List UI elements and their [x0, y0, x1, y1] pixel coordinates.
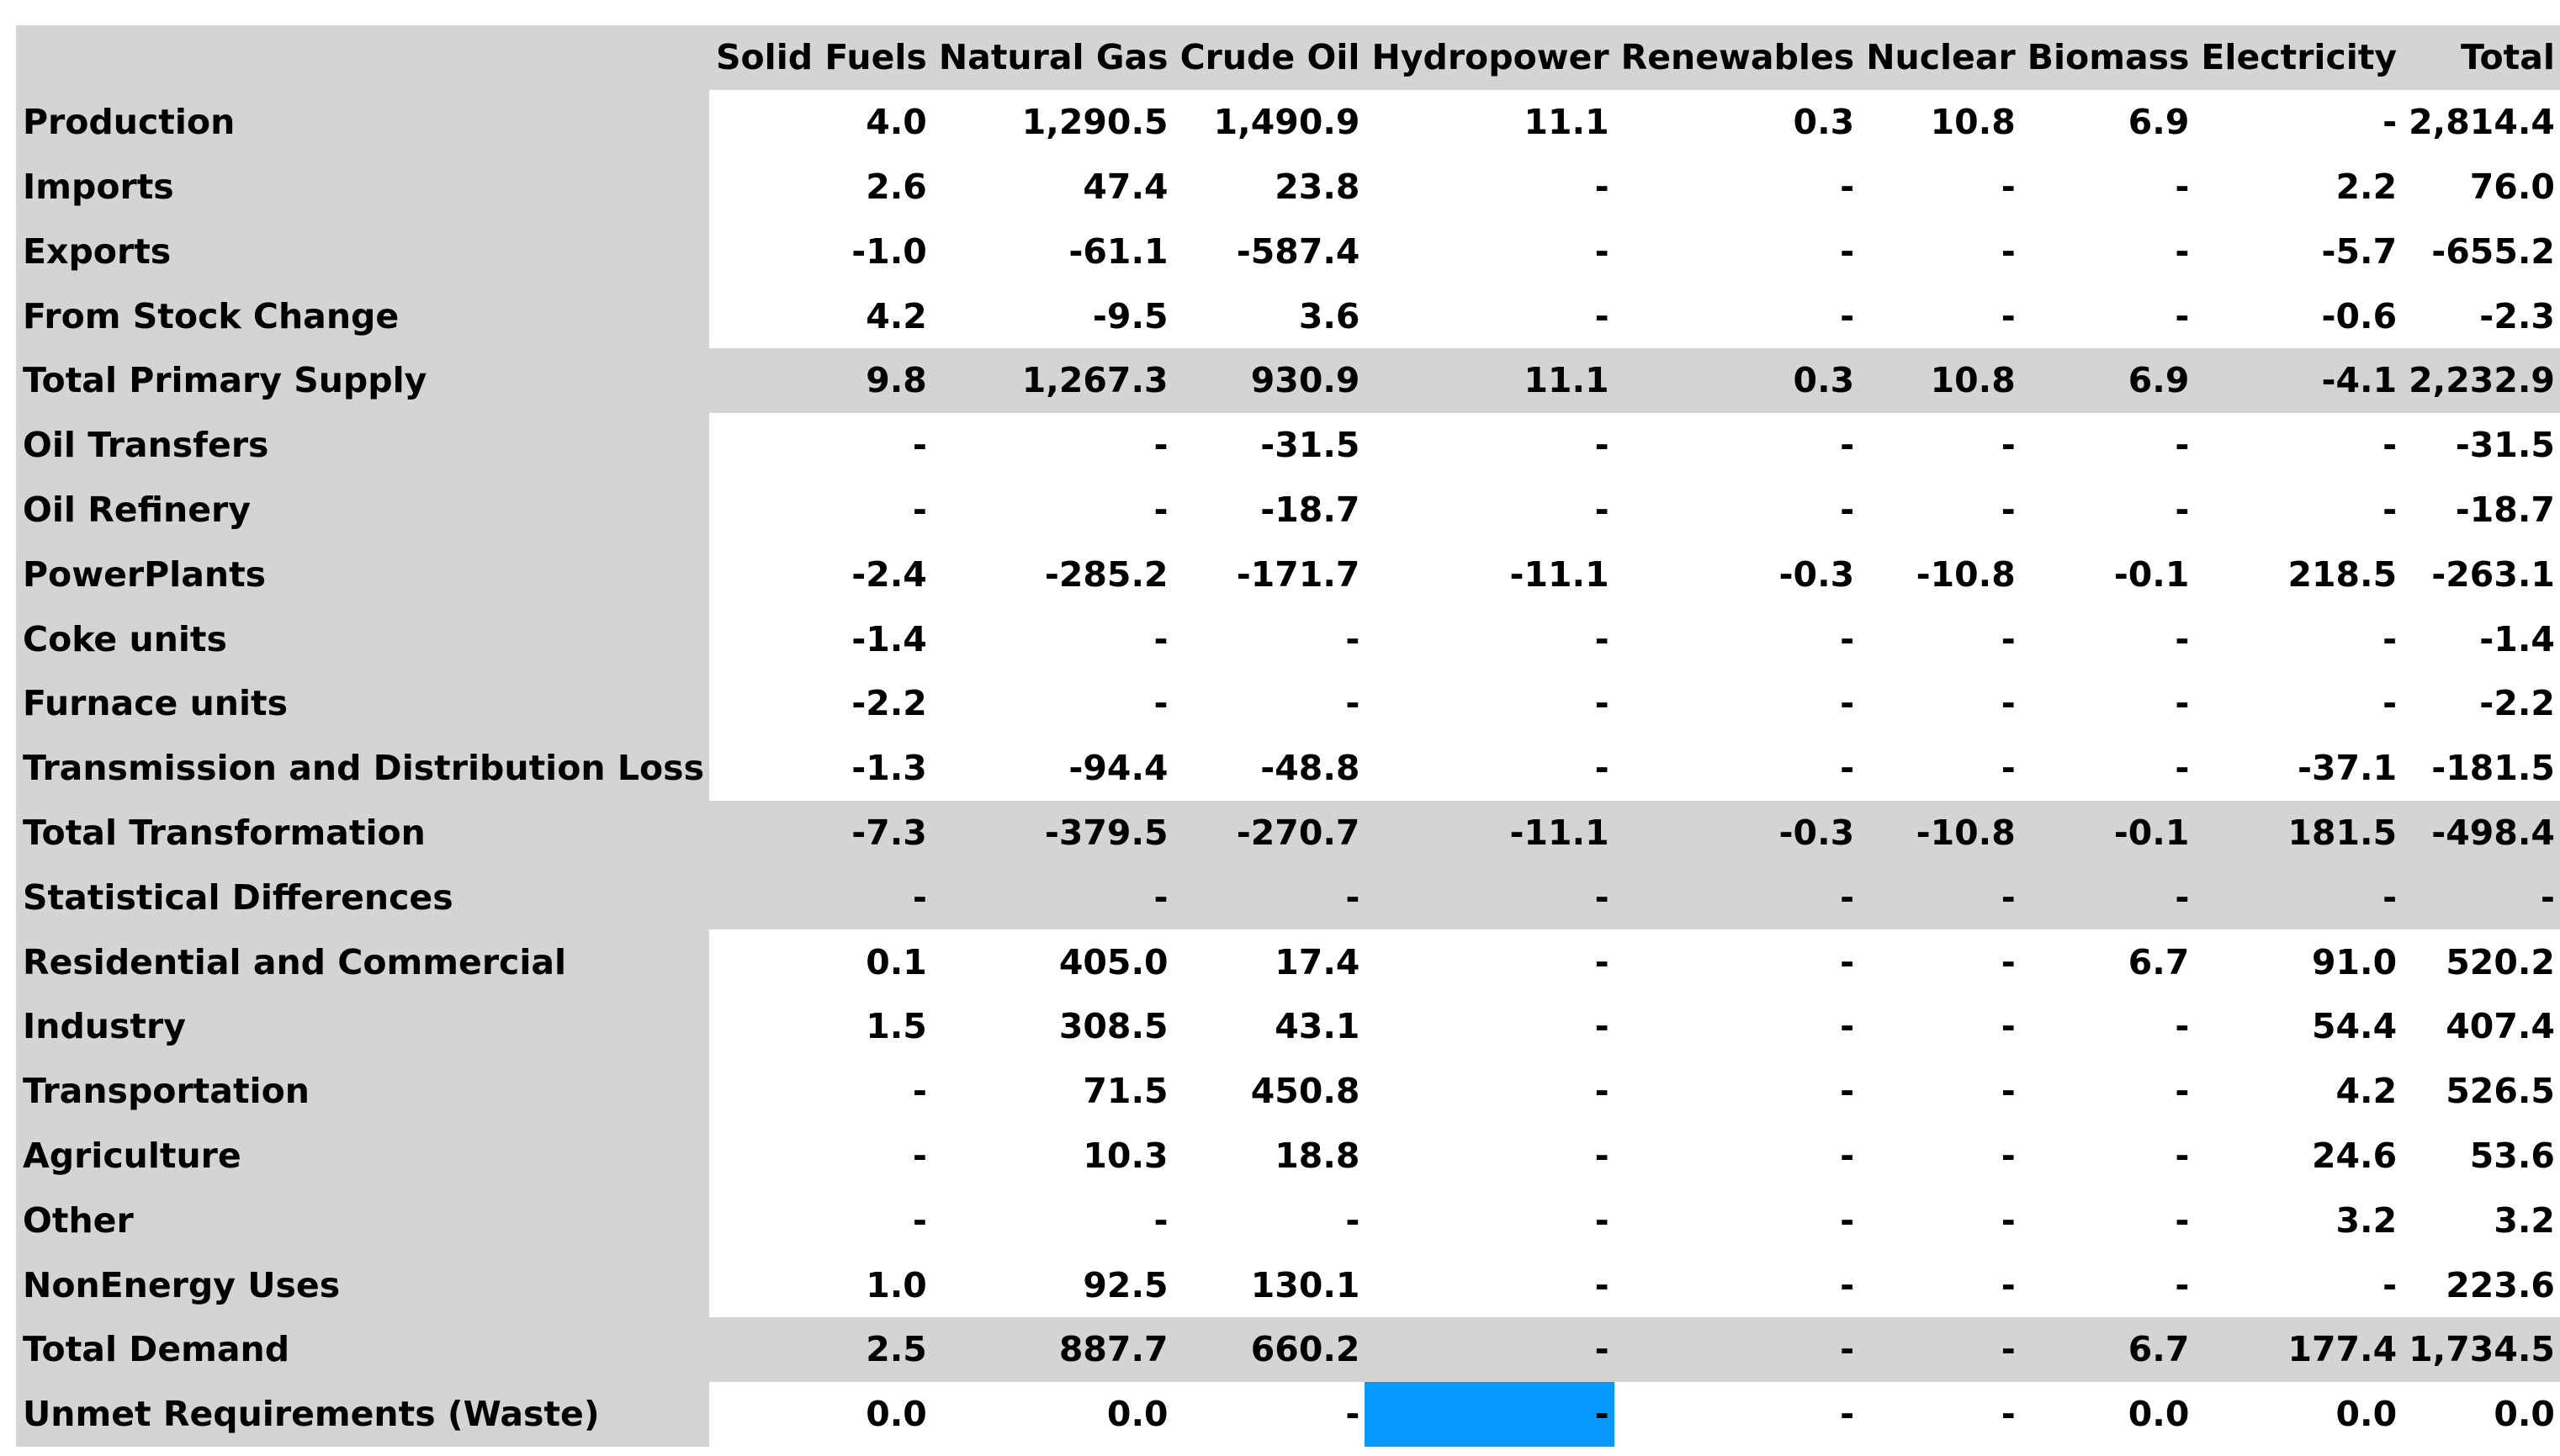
value-cell[interactable]: 0.0	[709, 1382, 932, 1447]
value-cell[interactable]: 887.7	[932, 1317, 1174, 1382]
column-header-total[interactable]: Total	[2402, 25, 2560, 90]
value-cell[interactable]: 450.8	[1174, 1059, 1365, 1124]
row-label-cell[interactable]: Residential and Commercial	[16, 929, 709, 994]
table-row	[16, 1188, 2560, 1252]
value-cell[interactable]: 9.8	[709, 348, 932, 413]
value-cell[interactable]: -	[2194, 90, 2402, 155]
value-cell[interactable]: -	[2021, 606, 2195, 671]
value-cell[interactable]: -10.8	[1859, 801, 2021, 866]
value-cell[interactable]: -	[1859, 1188, 2021, 1252]
value-cell[interactable]: -	[1614, 671, 1860, 736]
value-cell[interactable]: 6.7	[2021, 1317, 2195, 1382]
value-cell[interactable]: -	[1614, 1252, 1860, 1317]
value-cell[interactable]: 181.5	[2194, 801, 2402, 866]
value-cell[interactable]: -4.1	[2194, 348, 2402, 413]
value-cell[interactable]: 6.7	[2021, 929, 2195, 994]
value-cell[interactable]: -	[709, 865, 932, 929]
value-cell[interactable]: -	[1614, 1124, 1860, 1189]
value-cell[interactable]: -	[2021, 736, 2195, 801]
row-label-cell[interactable]: Coke units	[16, 606, 709, 671]
value-cell[interactable]: -	[1365, 155, 1614, 220]
value-cell[interactable]: -0.3	[1614, 801, 1860, 866]
value-cell[interactable]: -	[1859, 671, 2021, 736]
table-row	[16, 929, 2560, 994]
value-cell[interactable]: 92.5	[932, 1252, 1174, 1317]
value-cell[interactable]: -	[709, 1188, 932, 1252]
value-cell[interactable]: -	[709, 1059, 932, 1124]
row-label-cell[interactable]: Production	[16, 90, 709, 155]
value-cell[interactable]: -587.4	[1174, 219, 1365, 283]
table-row	[16, 542, 2560, 606]
table-row	[16, 283, 2560, 348]
value-cell[interactable]: -0.6	[2194, 283, 2402, 348]
value-cell[interactable]: -61.1	[932, 219, 1174, 283]
table-row	[16, 736, 2560, 801]
value-cell[interactable]: -	[1859, 478, 2021, 543]
value-cell[interactable]: -	[1859, 994, 2021, 1059]
value-cell[interactable]: -	[1174, 865, 1365, 929]
value-cell[interactable]: -	[1859, 929, 2021, 994]
value-cell[interactable]: -	[932, 671, 1174, 736]
value-cell[interactable]: -	[2021, 865, 2195, 929]
row-label-cell[interactable]: Oil Transfers	[16, 413, 709, 478]
value-cell[interactable]: -31.5	[2402, 413, 2560, 478]
value-cell[interactable]: -	[1614, 994, 1860, 1059]
value-cell[interactable]: -270.7	[1174, 801, 1365, 866]
row-label-cell[interactable]: Oil Refinery	[16, 478, 709, 543]
value-cell[interactable]: -	[932, 478, 1174, 543]
value-cell[interactable]: 2,232.9	[2402, 348, 2560, 413]
value-cell[interactable]: -	[1859, 1252, 2021, 1317]
table-row	[16, 348, 2560, 413]
value-cell[interactable]: 91.0	[2194, 929, 2402, 994]
value-cell[interactable]: -	[1365, 736, 1614, 801]
value-cell[interactable]: -655.2	[2402, 219, 2560, 283]
row-label-cell[interactable]: Statistical Differences	[16, 865, 709, 929]
value-cell[interactable]: 218.5	[2194, 542, 2402, 606]
selected-cell[interactable]: -	[1365, 1382, 1614, 1447]
value-cell[interactable]: -	[1365, 1059, 1614, 1124]
value-cell[interactable]: -171.7	[1174, 542, 1365, 606]
value-cell[interactable]: 405.0	[932, 929, 1174, 994]
value-cell[interactable]: -	[1174, 1188, 1365, 1252]
value-cell[interactable]: -	[1614, 929, 1860, 994]
value-cell[interactable]: -	[1365, 1252, 1614, 1317]
value-cell[interactable]: -	[1365, 1188, 1614, 1252]
value-cell[interactable]: 11.1	[1365, 90, 1614, 155]
value-cell[interactable]: 10.8	[1859, 90, 2021, 155]
value-cell[interactable]: -11.1	[1365, 801, 1614, 866]
row-label-cell[interactable]: Industry	[16, 994, 709, 1059]
value-cell[interactable]: 0.3	[1614, 348, 1860, 413]
table-row	[16, 1252, 2560, 1317]
value-cell[interactable]: -	[932, 1188, 1174, 1252]
value-cell[interactable]: -181.5	[2402, 736, 2560, 801]
value-cell[interactable]: 4.2	[2194, 1059, 2402, 1124]
row-label-cell[interactable]: Other	[16, 1188, 709, 1252]
value-cell[interactable]: -	[2194, 606, 2402, 671]
value-cell[interactable]: 0.0	[2194, 1382, 2402, 1447]
row-label-cell[interactable]: Transportation	[16, 1059, 709, 1124]
value-cell[interactable]: -	[1365, 413, 1614, 478]
header-corner-cell	[16, 25, 709, 90]
value-cell[interactable]: 1,267.3	[932, 348, 1174, 413]
row-label-cell[interactable]: Imports	[16, 155, 709, 220]
value-cell[interactable]: 2.6	[709, 155, 932, 220]
value-cell[interactable]: 0.0	[932, 1382, 1174, 1447]
column-header-crude-oil[interactable]: Crude Oil	[1174, 25, 1365, 90]
row-label-cell[interactable]: Furnace units	[16, 671, 709, 736]
row-label-cell[interactable]: Total Primary Supply	[16, 348, 709, 413]
value-cell[interactable]: -	[1614, 865, 1860, 929]
value-cell[interactable]: -	[1614, 606, 1860, 671]
value-cell[interactable]: -0.1	[2021, 801, 2195, 866]
value-cell[interactable]: 54.4	[2194, 994, 2402, 1059]
table-row	[16, 994, 2560, 1059]
value-cell[interactable]: -0.1	[2021, 542, 2195, 606]
value-cell[interactable]: 526.5	[2402, 1059, 2560, 1124]
value-cell[interactable]: -	[2021, 1252, 2195, 1317]
column-header-solid-fuels[interactable]: Solid Fuels	[709, 25, 932, 90]
value-cell[interactable]: -	[1365, 1317, 1614, 1382]
value-cell[interactable]: 1.0	[709, 1252, 932, 1317]
energy-balance-table	[16, 25, 2560, 1447]
value-cell[interactable]: -498.4	[2402, 801, 2560, 866]
value-cell[interactable]: 4.2	[709, 283, 932, 348]
value-cell[interactable]: -	[2194, 1252, 2402, 1317]
value-cell[interactable]: -94.4	[932, 736, 1174, 801]
value-cell[interactable]: 1,290.5	[932, 90, 1174, 155]
value-cell[interactable]: 6.9	[2021, 348, 2195, 413]
value-cell[interactable]: -	[2021, 1188, 2195, 1252]
value-cell[interactable]: -	[1614, 1317, 1860, 1382]
row-label-cell[interactable]: Exports	[16, 219, 709, 283]
value-cell[interactable]: -	[1365, 865, 1614, 929]
value-cell[interactable]: -11.1	[1365, 542, 1614, 606]
value-cell[interactable]: 3.6	[1174, 283, 1365, 348]
row-label-cell[interactable]: NonEnergy Uses	[16, 1252, 709, 1317]
value-cell[interactable]: 2.5	[709, 1317, 932, 1382]
table-row	[16, 1124, 2560, 1189]
row-label-cell[interactable]: Total Demand	[16, 1317, 709, 1382]
value-cell[interactable]: 53.6	[2402, 1124, 2560, 1189]
value-cell[interactable]: -10.8	[1859, 542, 2021, 606]
row-label-cell[interactable]: PowerPlants	[16, 542, 709, 606]
value-cell[interactable]: -	[1614, 219, 1860, 283]
table-row	[16, 478, 2560, 543]
value-cell[interactable]: -0.3	[1614, 542, 1860, 606]
value-cell[interactable]: -	[2021, 413, 2195, 478]
value-cell[interactable]: 11.1	[1365, 348, 1614, 413]
column-header-renewables[interactable]: Renewables	[1614, 25, 1860, 90]
value-cell[interactable]: -	[1859, 1317, 2021, 1382]
value-cell[interactable]: -	[1614, 1382, 1860, 1447]
value-cell[interactable]: 3.2	[2194, 1188, 2402, 1252]
table-row	[16, 219, 2560, 283]
value-cell[interactable]: -	[1365, 219, 1614, 283]
table-row	[16, 865, 2560, 929]
value-cell[interactable]: -9.5	[932, 283, 1174, 348]
value-cell[interactable]: -	[1859, 1059, 2021, 1124]
value-cell[interactable]: -	[1614, 1188, 1860, 1252]
value-cell[interactable]: -	[709, 413, 932, 478]
value-cell[interactable]: -	[709, 1124, 932, 1189]
value-cell[interactable]: -	[932, 865, 1174, 929]
value-cell[interactable]: -	[1614, 478, 1860, 543]
value-cell[interactable]: -	[1614, 413, 1860, 478]
value-cell[interactable]: 520.2	[2402, 929, 2560, 994]
column-header-natural-gas[interactable]: Natural Gas	[932, 25, 1174, 90]
value-cell[interactable]: -1.4	[2402, 606, 2560, 671]
value-cell[interactable]: 930.9	[1174, 348, 1365, 413]
value-cell[interactable]: 660.2	[1174, 1317, 1365, 1382]
value-cell[interactable]: -	[1174, 671, 1365, 736]
column-header-electricity[interactable]: Electricity	[2194, 25, 2402, 90]
table-row	[16, 801, 2560, 866]
value-cell[interactable]: 23.8	[1174, 155, 1365, 220]
value-cell[interactable]: -	[2021, 219, 2195, 283]
value-cell[interactable]: -	[1614, 155, 1860, 220]
value-cell[interactable]: -2.2	[2402, 671, 2560, 736]
value-cell[interactable]: 130.1	[1174, 1252, 1365, 1317]
value-cell[interactable]: 177.4	[2194, 1317, 2402, 1382]
value-cell[interactable]: 2.2	[2194, 155, 2402, 220]
value-cell[interactable]: -	[2021, 283, 2195, 348]
value-cell[interactable]: -7.3	[709, 801, 932, 866]
table-row	[16, 1317, 2560, 1382]
value-cell[interactable]: 17.4	[1174, 929, 1365, 994]
value-cell[interactable]: 0.0	[2021, 1382, 2195, 1447]
table-row	[16, 606, 2560, 671]
value-cell[interactable]: -	[1614, 736, 1860, 801]
value-cell[interactable]: -	[2402, 865, 2560, 929]
value-cell[interactable]: -1.4	[709, 606, 932, 671]
value-cell[interactable]: 407.4	[2402, 994, 2560, 1059]
column-header-biomass[interactable]: Biomass	[2021, 25, 2195, 90]
value-cell[interactable]: 1,490.9	[1174, 90, 1365, 155]
value-cell[interactable]: -	[2021, 1059, 2195, 1124]
column-header-nuclear[interactable]: Nuclear	[1859, 25, 2021, 90]
value-cell[interactable]: 18.8	[1174, 1124, 1365, 1189]
value-cell[interactable]: -	[1365, 929, 1614, 994]
value-cell[interactable]: -18.7	[1174, 478, 1365, 543]
value-cell[interactable]: -	[2021, 478, 2195, 543]
value-cell[interactable]: -	[1614, 1059, 1860, 1124]
table-row	[16, 671, 2560, 736]
value-cell[interactable]: -263.1	[2402, 542, 2560, 606]
value-cell[interactable]: -	[2194, 478, 2402, 543]
table-row	[16, 1382, 2560, 1447]
value-cell[interactable]: -	[2021, 155, 2195, 220]
value-cell[interactable]: 308.5	[932, 994, 1174, 1059]
value-cell[interactable]: -	[2021, 671, 2195, 736]
value-cell[interactable]: -	[2194, 413, 2402, 478]
value-cell[interactable]: -	[1365, 994, 1614, 1059]
value-cell[interactable]: -	[1614, 283, 1860, 348]
value-cell[interactable]: 0.3	[1614, 90, 1860, 155]
value-cell[interactable]: 3.2	[2402, 1188, 2560, 1252]
value-cell[interactable]: -	[1859, 606, 2021, 671]
table-row	[16, 413, 2560, 478]
value-cell[interactable]: -	[1859, 155, 2021, 220]
value-cell[interactable]: -	[2194, 671, 2402, 736]
value-cell[interactable]: -	[1859, 1382, 2021, 1447]
value-cell[interactable]: -	[2021, 1124, 2195, 1189]
value-cell[interactable]: 71.5	[932, 1059, 1174, 1124]
value-cell[interactable]: 4.0	[709, 90, 932, 155]
value-cell[interactable]: -	[1859, 413, 2021, 478]
row-label-cell[interactable]: Agriculture	[16, 1124, 709, 1189]
value-cell[interactable]: -2.2	[709, 671, 932, 736]
value-cell[interactable]: -	[1859, 865, 2021, 929]
value-cell[interactable]: -	[1174, 1382, 1365, 1447]
value-cell[interactable]: 6.9	[2021, 90, 2195, 155]
value-cell[interactable]: -	[2021, 994, 2195, 1059]
row-label-cell[interactable]: Unmet Requirements (Waste)	[16, 1382, 709, 1447]
value-cell[interactable]: -2.3	[2402, 283, 2560, 348]
header-row	[16, 25, 2560, 90]
value-cell[interactable]: -379.5	[932, 801, 1174, 866]
value-cell[interactable]: -	[1365, 478, 1614, 543]
value-cell[interactable]: -	[1365, 283, 1614, 348]
value-cell[interactable]: -	[1859, 283, 2021, 348]
value-cell[interactable]: -5.7	[2194, 219, 2402, 283]
value-cell[interactable]: 1,734.5	[2402, 1317, 2560, 1382]
value-cell[interactable]: -18.7	[2402, 478, 2560, 543]
value-cell[interactable]: -285.2	[932, 542, 1174, 606]
row-label-cell[interactable]: From Stock Change	[16, 283, 709, 348]
value-cell[interactable]: 24.6	[2194, 1124, 2402, 1189]
value-cell[interactable]: -	[932, 606, 1174, 671]
value-cell[interactable]: 76.0	[2402, 155, 2560, 220]
value-cell[interactable]: -48.8	[1174, 736, 1365, 801]
value-cell[interactable]: 0.0	[2402, 1382, 2560, 1447]
value-cell[interactable]: -	[2194, 865, 2402, 929]
value-cell[interactable]: -	[1365, 671, 1614, 736]
value-cell[interactable]: -31.5	[1174, 413, 1365, 478]
value-cell[interactable]: -2.4	[709, 542, 932, 606]
row-label-cell[interactable]: Transmission and Distribution Loss	[16, 736, 709, 801]
value-cell[interactable]: 1.5	[709, 994, 932, 1059]
table-row	[16, 1059, 2560, 1124]
value-cell[interactable]: 10.8	[1859, 348, 2021, 413]
value-cell[interactable]: 43.1	[1174, 994, 1365, 1059]
value-cell[interactable]: -	[1859, 1124, 2021, 1189]
value-cell[interactable]: -	[1365, 606, 1614, 671]
row-label-cell[interactable]: Total Transformation	[16, 801, 709, 866]
value-cell[interactable]: -	[709, 478, 932, 543]
value-cell[interactable]: -	[1859, 219, 2021, 283]
value-cell[interactable]: -1.3	[709, 736, 932, 801]
value-cell[interactable]: 10.3	[932, 1124, 1174, 1189]
table-row	[16, 155, 2560, 220]
value-cell[interactable]: -	[932, 413, 1174, 478]
value-cell[interactable]: -	[1859, 736, 2021, 801]
value-cell[interactable]: -1.0	[709, 219, 932, 283]
value-cell[interactable]: -37.1	[2194, 736, 2402, 801]
value-cell[interactable]: 47.4	[932, 155, 1174, 220]
value-cell[interactable]: 2,814.4	[2402, 90, 2560, 155]
value-cell[interactable]: 223.6	[2402, 1252, 2560, 1317]
value-cell[interactable]: 0.1	[709, 929, 932, 994]
value-cell[interactable]: -	[1174, 606, 1365, 671]
value-cell[interactable]: -	[1365, 1124, 1614, 1189]
column-header-hydropower[interactable]: Hydropower	[1365, 25, 1614, 90]
table-row	[16, 90, 2560, 155]
